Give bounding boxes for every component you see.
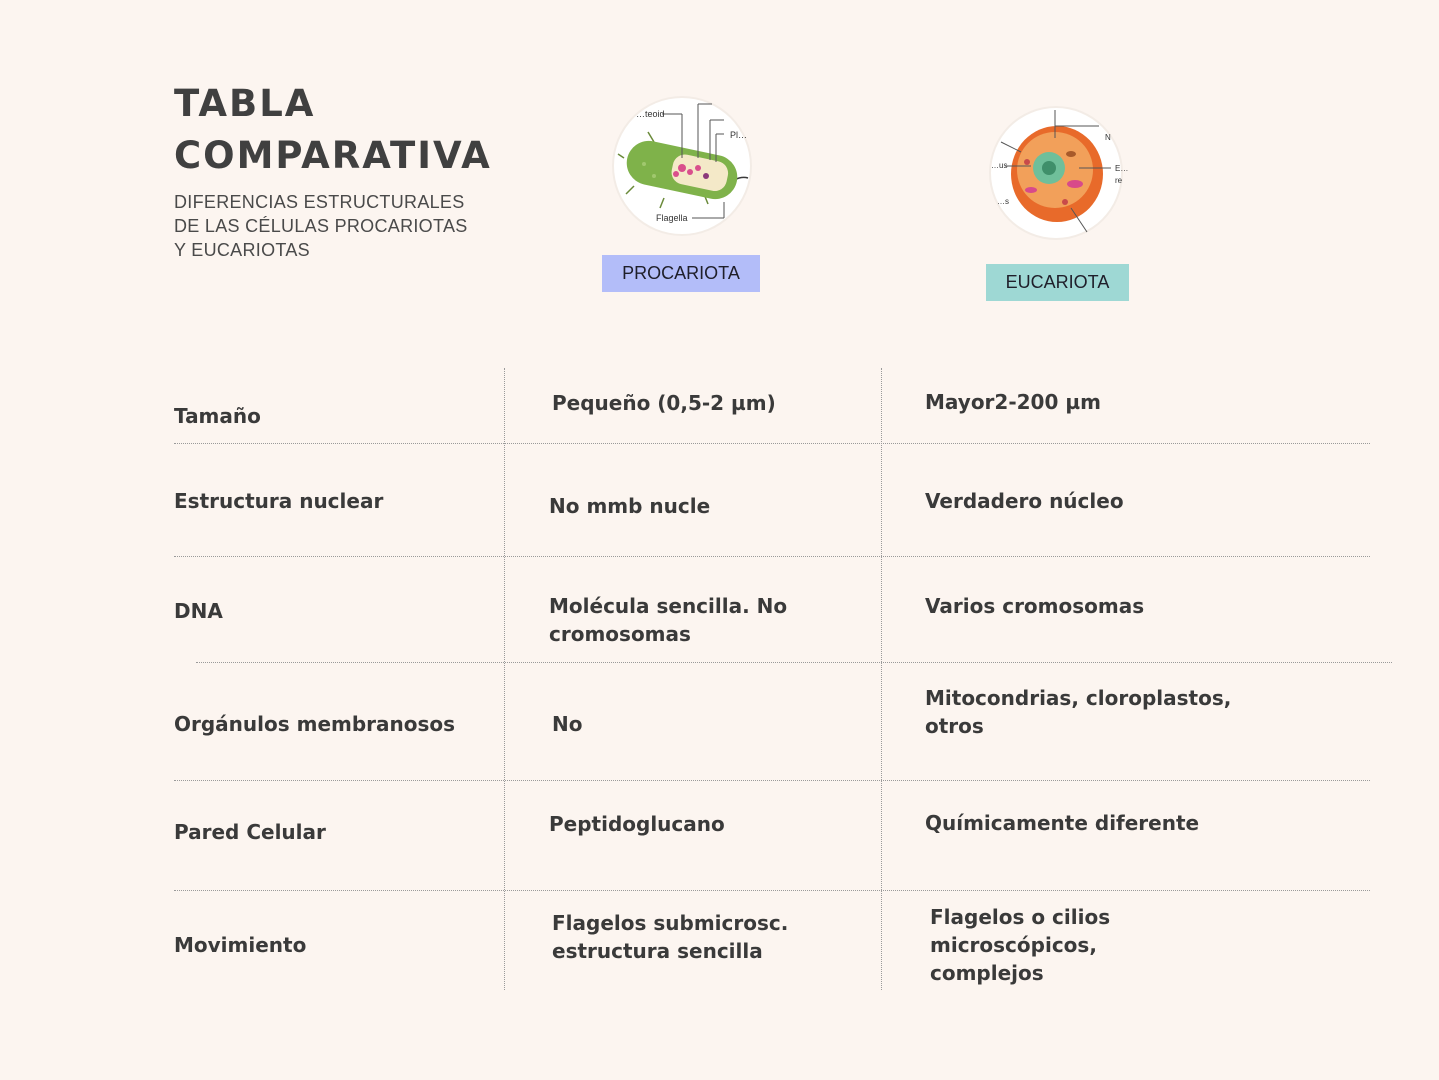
bacterium-icon bbox=[614, 98, 750, 234]
subtitle-line-1: DIFERENCIAS ESTRUCTURALES bbox=[174, 192, 465, 212]
image-label: …s bbox=[997, 197, 1009, 206]
feature-label: Estructura nuclear bbox=[174, 489, 384, 513]
procariota-value: Peptidoglucano bbox=[549, 812, 725, 836]
image-label: re bbox=[1115, 176, 1123, 185]
eucariota-tag: EUCARIOTA bbox=[986, 264, 1129, 301]
animal-cell-icon bbox=[991, 108, 1129, 238]
eucariota-value-line-1: Mitocondrias, cloroplastos, bbox=[925, 686, 1232, 710]
page-title bbox=[174, 78, 492, 182]
row-divider bbox=[196, 662, 1392, 663]
procariota-value: No mmb nucle bbox=[549, 494, 711, 518]
title-line-1: TABLA bbox=[174, 82, 316, 125]
procariota-value-line-2: estructura sencilla bbox=[552, 939, 763, 963]
row-divider bbox=[174, 443, 1370, 444]
procariota-tag: PROCARIOTA bbox=[602, 255, 760, 292]
feature-label: Tamaño bbox=[174, 404, 261, 428]
subtitle-line-3: Y EUCARIOTAS bbox=[174, 240, 310, 260]
column-divider bbox=[881, 368, 882, 990]
eucariota-value-line-1: Flagelos o cilios bbox=[930, 905, 1111, 929]
procariota-value-line-1: Flagelos submicrosc. bbox=[552, 911, 789, 935]
row-divider bbox=[174, 556, 1370, 557]
feature-label: Movimiento bbox=[174, 933, 307, 957]
column-divider bbox=[504, 368, 505, 990]
feature-label: DNA bbox=[174, 599, 223, 623]
eucariota-value: Químicamente diferente bbox=[925, 811, 1200, 835]
row-divider bbox=[174, 890, 1370, 891]
procariota-value: No bbox=[552, 712, 583, 736]
image-label: Flagella bbox=[656, 213, 688, 223]
prokaryote-cell-illustration bbox=[614, 98, 750, 234]
image-label: N bbox=[1105, 133, 1111, 142]
title-line-2: COMPARATIVA bbox=[174, 134, 492, 177]
eucariota-value: Varios cromosomas bbox=[925, 594, 1145, 618]
procariota-value-line-2: cromosomas bbox=[549, 622, 691, 646]
image-label: E… bbox=[1115, 164, 1129, 173]
row-divider bbox=[174, 780, 1370, 781]
eucariota-value: Verdadero núcleo bbox=[925, 489, 1124, 513]
image-label: …us bbox=[991, 161, 1008, 170]
feature-label: Orgánulos membranosos bbox=[174, 712, 456, 736]
eucariota-value-line-2: microscópicos, bbox=[930, 933, 1097, 957]
eucariota-value: Mayor2-200 µm bbox=[925, 390, 1101, 414]
eucariota-value-line-3: complejos bbox=[930, 961, 1044, 985]
eucariota-value-line-2: otros bbox=[925, 714, 984, 738]
subtitle-line-2: DE LAS CÉLULAS PROCARIOTAS bbox=[174, 216, 468, 236]
eukaryote-cell-illustration bbox=[991, 108, 1129, 238]
image-label: …teoid bbox=[636, 109, 665, 119]
procariota-value-line-1: Molécula sencilla. No bbox=[549, 594, 788, 618]
page-subtitle bbox=[174, 190, 504, 262]
feature-label: Pared Celular bbox=[174, 820, 326, 844]
image-label: Pl… bbox=[730, 130, 748, 140]
procariota-value: Pequeño (0,5-2 µm) bbox=[552, 391, 776, 415]
